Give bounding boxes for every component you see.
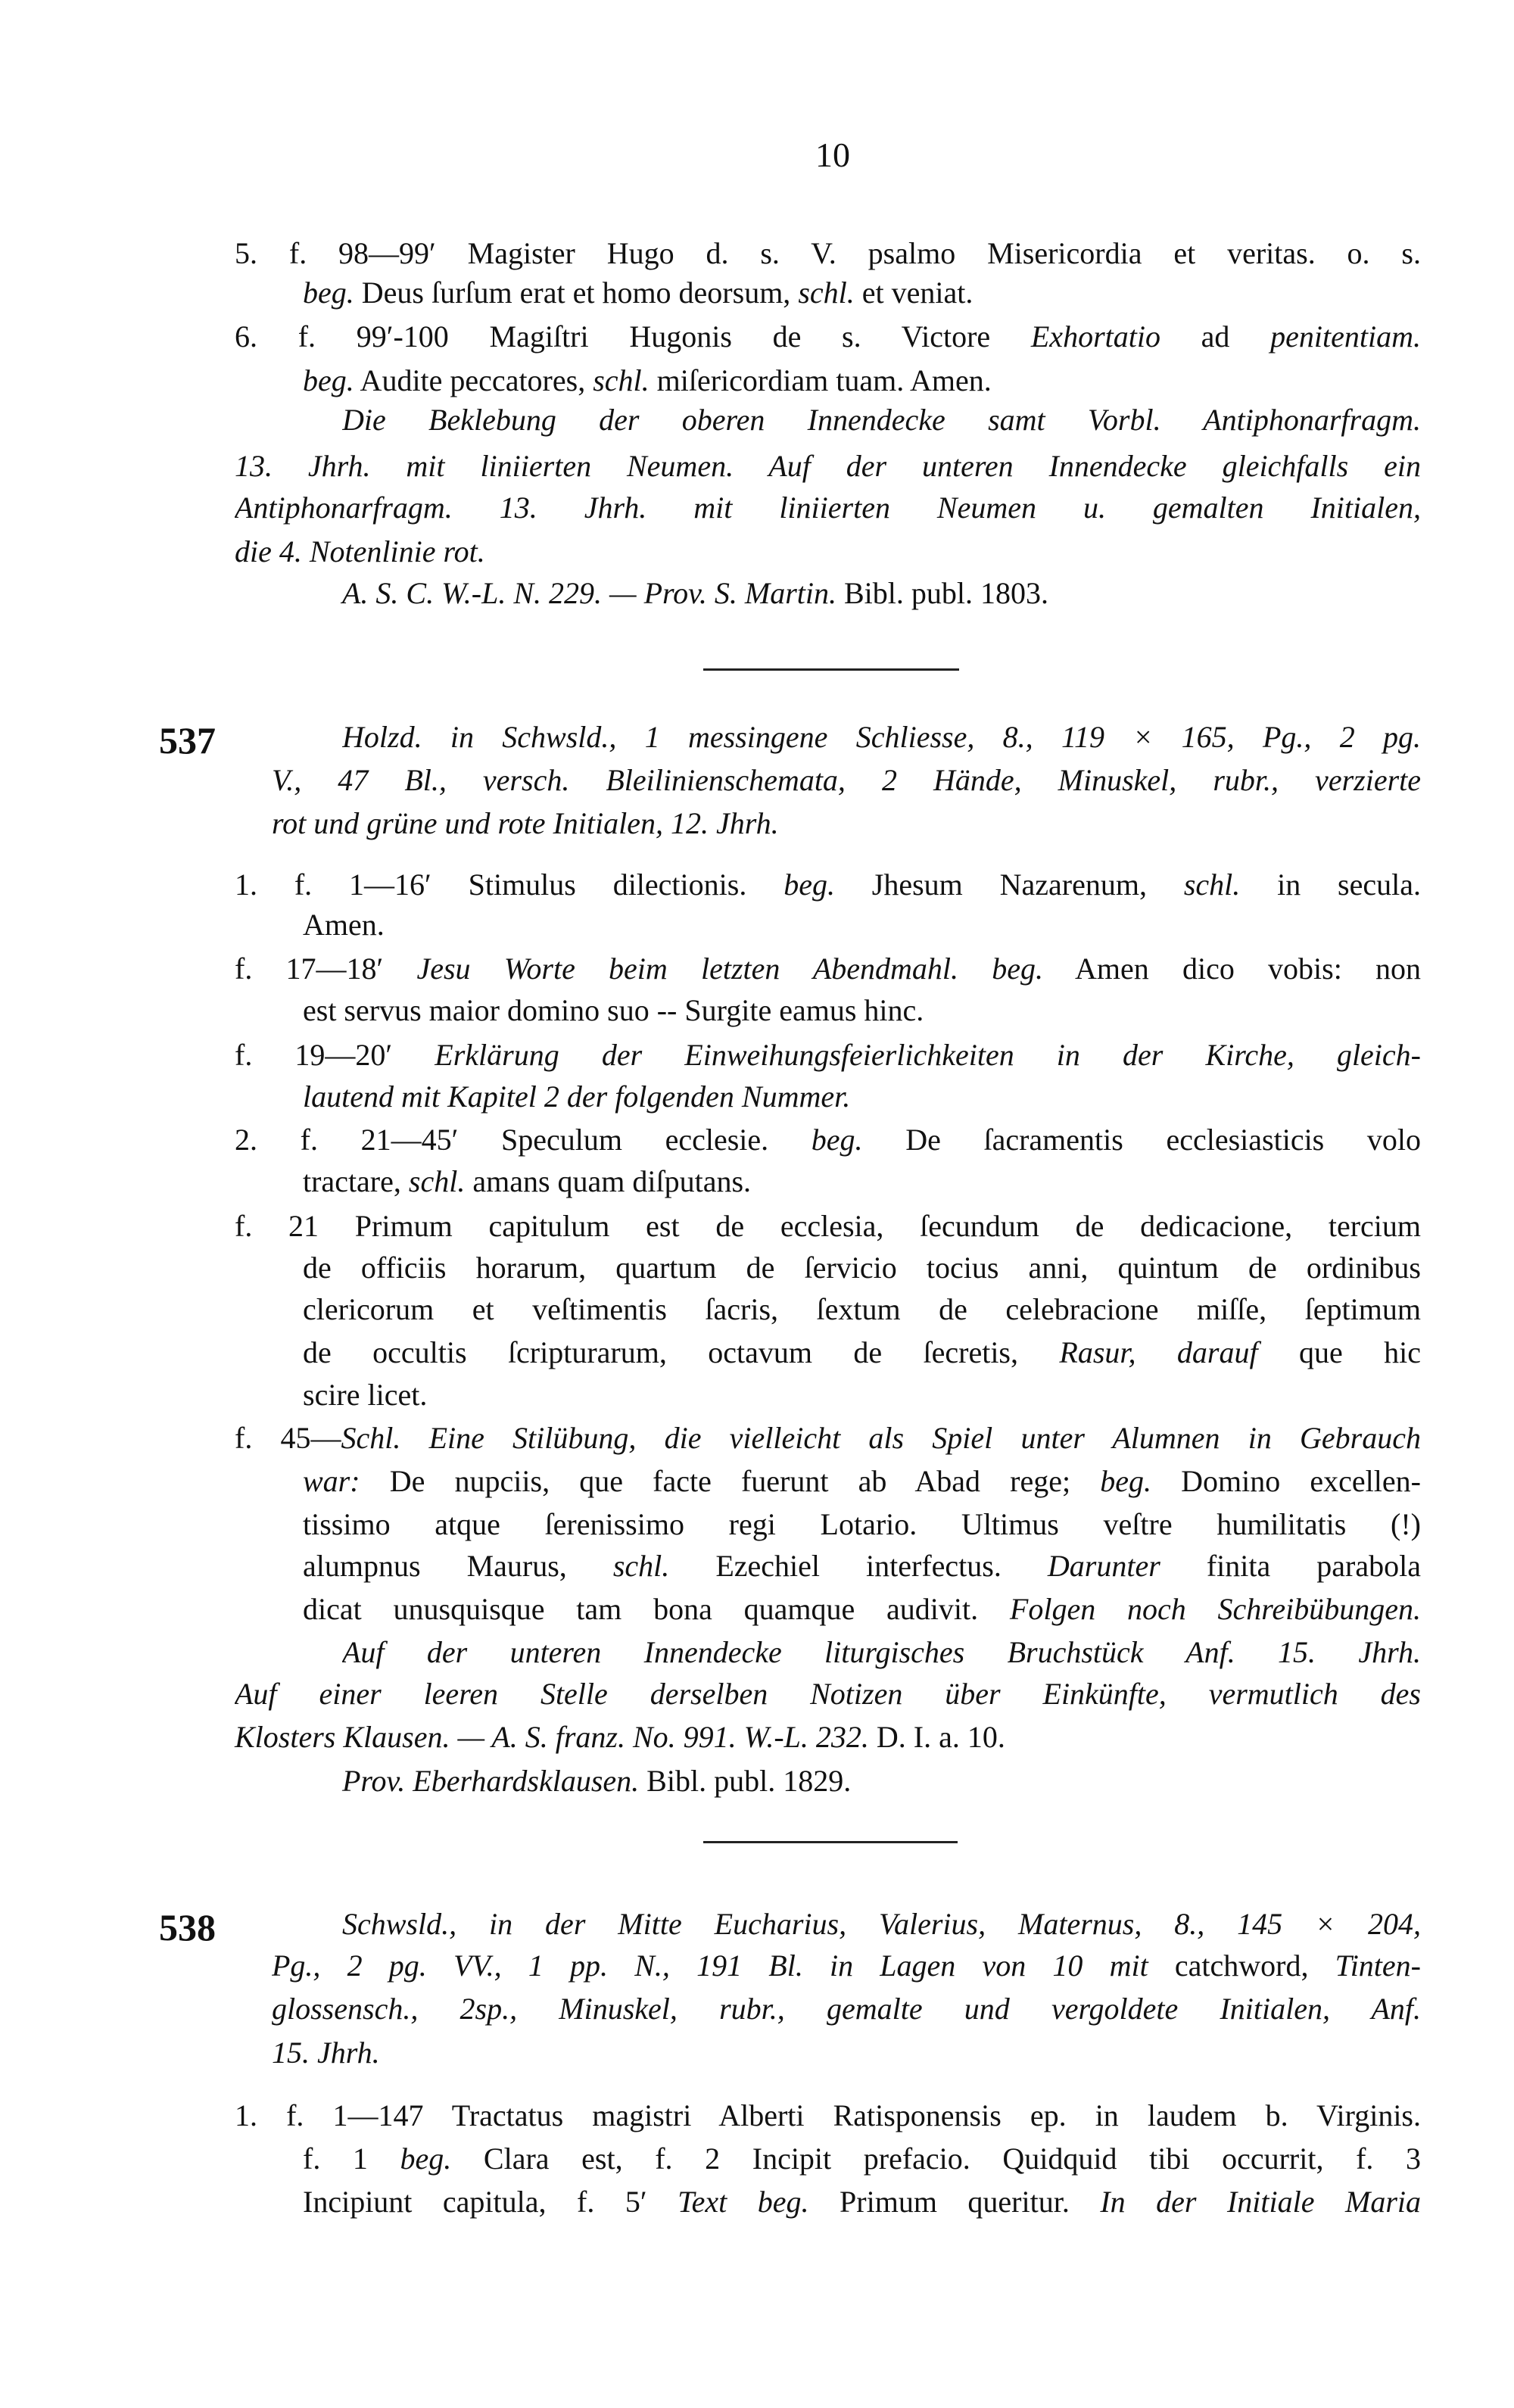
text-line [303, 2138, 1421, 2180]
italic-text: war: [303, 1464, 360, 1498]
text-line [235, 2095, 1421, 2137]
italic-text: schl. [798, 276, 855, 310]
roman-text: D. I. a. 10. [868, 1720, 1005, 1754]
roman-text: 1. f. 1—147 Tractatus magistri Alberti Ratisponensis ep. in laudem b. Virginis. [235, 2098, 1421, 2132]
roman-text: de occultis ſcripturarum, octavum de ſecretis, [303, 1335, 1060, 1369]
italic-text: Erklärung der Einweihungsfeierlichkeiten in der Kirche, gleich- [435, 1038, 1421, 1072]
text-line [342, 572, 1048, 615]
roman-text: f. 1 [303, 2142, 400, 2176]
section-divider [703, 1841, 958, 1843]
roman-text: Ezechiel interfectus. [669, 1549, 1048, 1583]
italic-text: Schl. Eine Stilübung, die vielleicht als Spiel unter Alumnen in Gebrauch [341, 1421, 1421, 1455]
roman-text: Deus ſurſum erat et homo deorsum, [354, 276, 799, 310]
italic-text: 13. Jhrh. mit liniierten Neumen. Auf der unteren Innendecke gleichfalls ein [235, 449, 1421, 483]
italic-text: Prov. Eberhardsklausen. [342, 1764, 640, 1798]
text-line [235, 1205, 1421, 1248]
italic-text: beg. [783, 868, 835, 902]
text-line [235, 948, 1421, 990]
italic-text: Folgen noch Schreibübungen. [1009, 1592, 1421, 1626]
italic-text: Auf einer leeren Stelle derselben Notizen über Einkünfte, vermutlich des [235, 1677, 1421, 1711]
roman-text [958, 952, 992, 986]
text-line [235, 864, 1421, 906]
roman-text: miſericordiam tuam. Amen. [649, 363, 992, 397]
roman-text: Audite peccatores, [354, 363, 593, 397]
italic-text: Pg., 2 pg. VV., 1 pp. N., 191 Bl. in Lagen von 10 mit [272, 1949, 1148, 1983]
section-divider [703, 668, 959, 671]
text-line [235, 1716, 1005, 1758]
roman-text: 1. f. 1—16′ Stimulus dilectionis. [235, 868, 784, 902]
text-line [235, 316, 1421, 358]
roman-text: in secula. [1240, 868, 1421, 902]
roman-text: amans quam diſputans. [465, 1164, 752, 1198]
page-number: 10 [815, 136, 850, 174]
roman-text: Bibl. publ. 1829. [639, 1764, 852, 1798]
text-line [303, 1374, 427, 1416]
roman-text: De nupciis, que facte fuerunt ab Abad rege; [360, 1464, 1101, 1498]
roman-text: Primum queritur. [808, 2185, 1101, 2219]
text-line [235, 232, 1421, 275]
text-line [303, 1247, 1421, 1289]
roman-text: clericorum et veſtimentis ſacris, ſextum de celebracione miſſe, ſeptimum [303, 1292, 1421, 1326]
roman-text: est servus maior domino suo -- Surgite eamus hinc. [303, 993, 924, 1027]
text-line [303, 360, 992, 402]
text-line [303, 1460, 1421, 1503]
text-line [272, 1988, 1421, 2030]
roman-text: 5. f. 98—99′ Magister Hugo d. s. V. psalmo Misericordia et veritas. o. s. [235, 236, 1421, 270]
roman-text: 2. f. 21—45′ Speculum ecclesie. [235, 1123, 812, 1157]
roman-text: Clara est, f. 2 Incipit prefacio. Quidquid tibi occurrit, f. 3 [451, 2142, 1421, 2176]
roman-text: De ſacramentis ecclesiasticis volo [862, 1123, 1421, 1157]
italic-text: Tinten- [1335, 1949, 1421, 1983]
italic-text: Schwsld., in der Mitte Eucharius, Valerius, Maternus, 8., 145 × 204, [342, 1907, 1421, 1941]
roman-text: alumpnus Maurus, [303, 1549, 613, 1583]
entry-number-538: 538 [159, 1906, 216, 1949]
italic-text: schl. [408, 1164, 466, 1198]
italic-text: schl. [1183, 868, 1241, 902]
italic-text: beg. [400, 2142, 452, 2176]
roman-text: tissimo atque ſerenissimo regi Lotario. Ultimus veſtre humilitatis (!) [303, 1507, 1421, 1541]
text-line [303, 1503, 1421, 1546]
roman-text: scire licet. [303, 1378, 428, 1412]
text-line [272, 802, 779, 845]
italic-text: Holzd. in Schwsld., 1 messingene Schliesse, 8., 119 × 165, Pg., 2 pg. [342, 720, 1421, 754]
italic-text: lautend mit Kapitel 2 der folgenden Nummer. [303, 1079, 851, 1114]
italic-text: beg. [303, 276, 354, 310]
italic-text: Darunter [1047, 1549, 1160, 1583]
italic-text: schl. [612, 1549, 670, 1583]
text-line [303, 1076, 850, 1118]
text-line [235, 445, 1421, 488]
text-line [342, 399, 1421, 441]
italic-text: beg. [811, 1123, 863, 1157]
roman-text: f. 21 Primum capitulum est de ecclesia, ſecundum de dedicacione, tercium [235, 1209, 1421, 1243]
italic-text: glossensch., 2sp., Minuskel, rubr., gemalte und vergoldete Initialen, Anf. [272, 1992, 1421, 2026]
italic-text: Klosters Klausen. — A. S. franz. No. 991. W.-L. 232. [235, 1720, 869, 1754]
italic-text: Exhortatio [1030, 319, 1160, 354]
roman-text: tractare, [303, 1164, 409, 1198]
text-line [235, 487, 1421, 529]
italic-text: Auf der unteren Innendecke liturgisches Bruchstück Anf. 15. Jhrh. [342, 1635, 1421, 1669]
text-line [303, 1588, 1421, 1631]
roman-text: finita parabola [1160, 1549, 1421, 1583]
text-line [303, 1545, 1421, 1587]
roman-text: Domino excellen- [1151, 1464, 1421, 1498]
italic-text: 15. Jhrh. [272, 2036, 380, 2070]
roman-text: Amen. [303, 908, 385, 942]
roman-text: ad [1160, 319, 1271, 354]
italic-text: rot und grüne und rote Initialen, 12. Jhrh. [272, 806, 779, 840]
roman-text: dicat unusquisque tam bona quamque audivit. [303, 1592, 1010, 1626]
italic-text: schl. [593, 363, 650, 397]
roman-text: f. 45— [235, 1421, 341, 1455]
text-line [303, 272, 973, 314]
roman-text: Amen dico vobis: non [1043, 952, 1421, 986]
italic-text: A. S. C. W.-L. N. 229. — Prov. S. Martin. [342, 576, 836, 610]
roman-text: 6. f. 99′-100 Magiſtri Hugonis de s. Victore [235, 319, 1031, 354]
italic-text: In der Initiale Maria [1100, 2185, 1421, 2219]
italic-text: beg. [992, 952, 1044, 986]
roman-text: catchword, [1148, 1949, 1335, 1983]
roman-text: Incipiunt capitula, f. 5′ [303, 2185, 678, 2219]
text-line [342, 716, 1421, 759]
text-line [235, 1673, 1421, 1715]
text-line [272, 759, 1421, 802]
roman-text: f. 19—20′ [235, 1038, 435, 1072]
text-line [272, 2032, 380, 2074]
roman-text: Bibl. publ. 1803. [836, 576, 1049, 610]
italic-text: beg. [1100, 1464, 1151, 1498]
entry-number-537: 537 [159, 719, 216, 762]
italic-text: V., 47 Bl., versch. Bleilinienschemata, 2 Hände, Minuskel, rubr., verzierte [272, 763, 1421, 797]
text-line [235, 1417, 1421, 1459]
italic-text: die 4. Notenlinie rot. [235, 534, 485, 569]
italic-text: Text beg. [678, 2185, 809, 2219]
text-line [303, 989, 924, 1032]
italic-text: Antiphonarfragm. 13. Jhrh. mit liniierten Neumen u. gemalten Initialen, [235, 491, 1421, 525]
text-line [303, 1160, 751, 1203]
italic-text: Rasur, darauf [1059, 1335, 1258, 1369]
roman-text: f. 17—18′ [235, 952, 417, 986]
roman-text: et veniat. [854, 276, 974, 310]
text-line [235, 531, 485, 573]
text-line [235, 1034, 1421, 1076]
text-line [303, 904, 385, 946]
italic-text: Die Beklebung der oberen Innendecke samt Vorbl. Antiphonarfragm. [342, 403, 1421, 437]
text-line [272, 1945, 1421, 1987]
text-line [342, 1760, 851, 1802]
text-line [342, 1903, 1421, 1945]
roman-text: Jhesum Nazarenum, [834, 868, 1184, 902]
text-line [342, 1631, 1421, 1674]
text-line [303, 1332, 1421, 1374]
text-line [303, 2181, 1421, 2223]
italic-text: beg. [303, 363, 354, 397]
roman-text: de officiis horarum, quartum de ſervicio tocius anni, quintum de ordinibus [303, 1251, 1421, 1285]
text-line [235, 1119, 1421, 1161]
italic-text: Jesu Worte beim letzten Abendmahl. [416, 952, 959, 986]
text-line [303, 1288, 1421, 1331]
italic-text: penitentiam. [1270, 319, 1421, 354]
roman-text: que hic [1257, 1335, 1421, 1369]
